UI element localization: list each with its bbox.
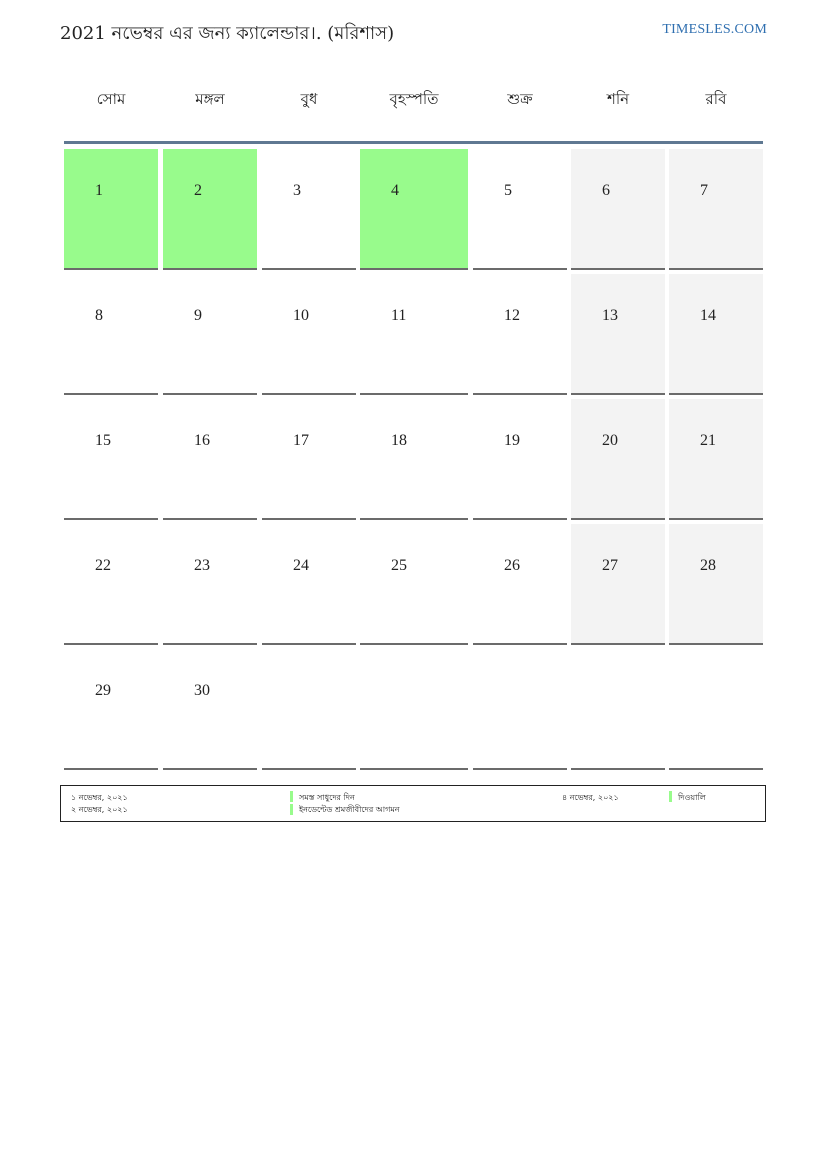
day-cell[interactable] [64, 524, 158, 645]
empty-day-cell [571, 649, 665, 770]
day-cell[interactable] [669, 149, 763, 270]
day-cell[interactable] [64, 649, 158, 770]
weekday-sat: শনি [606, 90, 630, 108]
page-title: 2021 নভেম্বর এর জন্য ক্যালেন্ডার।. (মরিশাস) [60, 23, 395, 44]
day-number: 21 [700, 432, 716, 449]
day-number: 16 [194, 432, 210, 449]
day-number: 7 [700, 182, 708, 199]
legend-date-1: ১ নভেম্বর, ২০২১ [71, 793, 128, 802]
day-cell[interactable] [163, 274, 257, 395]
weekday-header-row [64, 88, 763, 118]
day-cell[interactable] [163, 649, 257, 770]
day-number: 6 [602, 182, 610, 199]
day-number: 22 [95, 557, 111, 574]
empty-day-cell [262, 649, 356, 770]
day-number: 23 [194, 557, 210, 574]
holiday-legend [60, 785, 766, 822]
day-cell[interactable] [360, 524, 468, 645]
day-number: 2 [194, 182, 202, 199]
legend-color-marker [290, 804, 293, 815]
empty-day-cell [473, 649, 567, 770]
day-cell[interactable] [473, 274, 567, 395]
day-number: 5 [504, 182, 512, 199]
day-cell[interactable] [571, 524, 665, 645]
day-cell[interactable] [473, 149, 567, 270]
day-number: 13 [602, 307, 618, 324]
legend-color-marker [290, 791, 293, 802]
day-number: 26 [504, 557, 520, 574]
day-number: 19 [504, 432, 520, 449]
day-number: 27 [602, 557, 618, 574]
legend-date-2: ২ নভেম্বর, ২০২১ [71, 805, 128, 814]
legend-color-marker [669, 791, 672, 802]
day-cell[interactable] [571, 149, 665, 270]
day-cell[interactable] [163, 524, 257, 645]
day-cell[interactable] [64, 399, 158, 520]
day-number: 20 [602, 432, 618, 449]
day-number: 12 [504, 307, 520, 324]
day-cell[interactable] [571, 399, 665, 520]
legend-name-2: ইনডেন্টেড শ্রমজীবীদের আগমন [299, 805, 400, 814]
day-number: 3 [293, 182, 301, 199]
day-cell[interactable] [571, 274, 665, 395]
day-number: 1 [95, 182, 103, 199]
day-number: 9 [194, 307, 202, 324]
day-number: 10 [293, 307, 309, 324]
day-cell[interactable] [262, 149, 356, 270]
weekday-mon: সোম [96, 90, 126, 108]
day-number: 11 [391, 307, 407, 324]
weekday-fri: শুক্র [507, 90, 533, 108]
day-cell[interactable] [669, 524, 763, 645]
day-number: 25 [391, 557, 407, 574]
legend-date-3: ৪ নভেম্বর, ২০২১ [562, 793, 619, 802]
legend-name-1: সমস্ত সাধুদের দিন [299, 793, 355, 802]
day-number: 28 [700, 557, 716, 574]
day-cell[interactable] [669, 399, 763, 520]
site-link[interactable]: TIMESLES.COM [662, 22, 767, 37]
header-divider [64, 141, 763, 144]
day-number: 18 [391, 432, 407, 449]
day-cell[interactable] [473, 399, 567, 520]
day-cell[interactable] [64, 149, 158, 270]
day-cell[interactable] [360, 149, 468, 270]
day-number: 30 [194, 682, 210, 699]
day-cell[interactable] [262, 274, 356, 395]
day-cell[interactable] [64, 274, 158, 395]
day-cell[interactable] [360, 399, 468, 520]
day-cell[interactable] [262, 524, 356, 645]
day-cell[interactable] [163, 399, 257, 520]
day-number: 8 [95, 307, 103, 324]
day-cell[interactable] [360, 274, 468, 395]
day-cell[interactable] [669, 274, 763, 395]
day-number: 15 [95, 432, 111, 449]
day-cell[interactable] [262, 399, 356, 520]
empty-day-cell [669, 649, 763, 770]
weekday-thu: বৃহস্পতি [389, 90, 439, 108]
weekday-sun: রবি [705, 90, 727, 108]
day-cell[interactable] [163, 149, 257, 270]
day-number: 24 [293, 557, 309, 574]
weekday-wed: বুধ [300, 90, 318, 108]
day-number: 4 [391, 182, 399, 199]
empty-day-cell [360, 649, 468, 770]
day-cell[interactable] [473, 524, 567, 645]
day-number: 17 [293, 432, 309, 449]
legend-name-3: দিওয়ালি [678, 793, 706, 802]
weekday-tue: মঙ্গল [195, 90, 225, 108]
day-number: 14 [700, 307, 716, 324]
day-number: 29 [95, 682, 111, 699]
